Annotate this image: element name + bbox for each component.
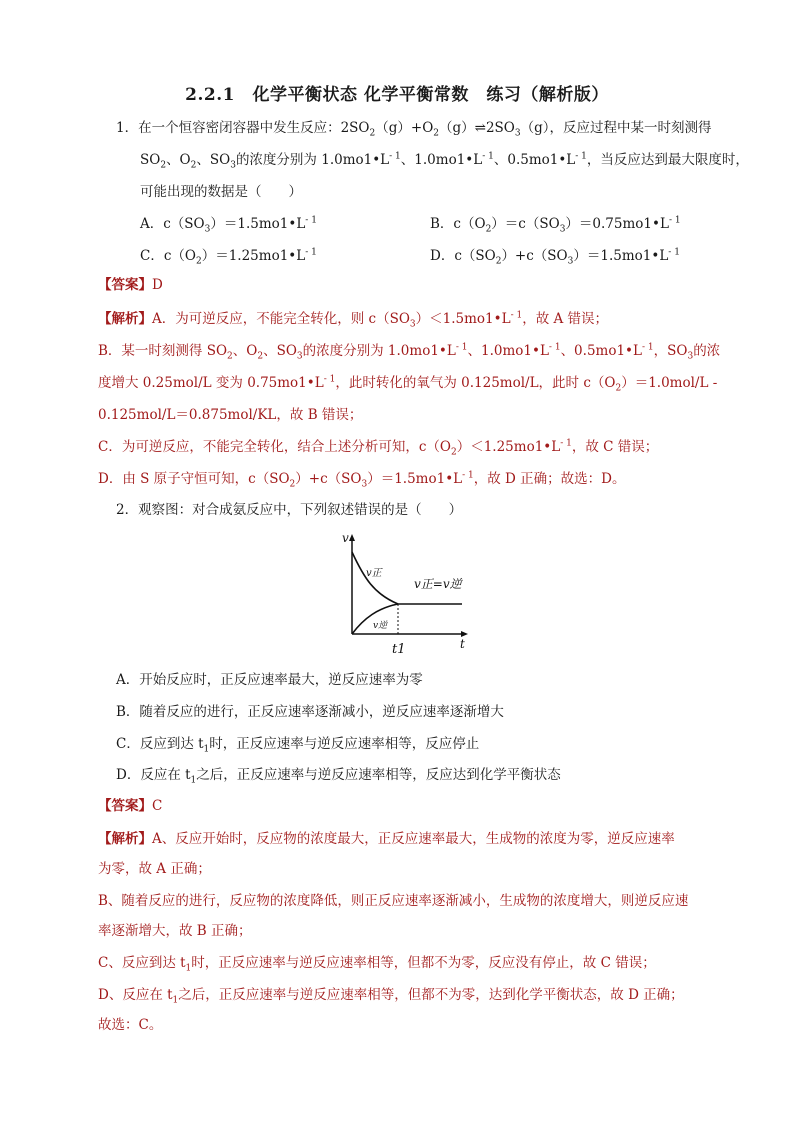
q1-stem-line-2 — [140, 150, 749, 170]
text: D．由 S 原子守恒可知，c（SO — [98, 471, 290, 487]
q2-stem: 2．观察图：对合成氨反应中，下列叙述错误的是（ ） — [116, 502, 463, 518]
text: ）＜1.5mo1•L — [415, 311, 511, 327]
subscript: 2 — [433, 128, 439, 139]
q2-option-c — [116, 734, 479, 754]
q1-stem-line-1 — [116, 118, 712, 138]
q2-option-d — [116, 765, 561, 785]
reverse-rate-label: v逆 — [373, 621, 388, 631]
text: 、O — [166, 152, 191, 168]
subscript: 3 — [409, 319, 416, 330]
q2-analysis-line-3: B、随着反应的进行，反应物的浓度降低，则正反应速率逐渐减小，生成物的浓度增大，则逆反应速 — [98, 893, 689, 909]
text: 、1.0mo1•L — [467, 343, 549, 359]
subscript: 3 — [204, 224, 211, 235]
q1-option-d — [430, 246, 680, 266]
text: A、反应开始时，反应物的浓度最大，正反应速率最大，生成物的浓度为零，逆反应速率 — [152, 831, 675, 847]
answer-value: D — [152, 277, 163, 293]
q1-option-a — [140, 214, 317, 234]
text: 之后，正反应速率与逆反应速率相等，但都不为零，达到化学平衡状态，故 D 正确； — [178, 987, 684, 1003]
text: ）+c（SO — [501, 248, 568, 264]
text: A．c（SO — [140, 216, 205, 232]
text: ）＝1.5mo1•L — [573, 248, 669, 264]
text: 、SO — [263, 343, 297, 359]
text: ）＝1.5mo1•L — [210, 216, 306, 232]
q1-analysis-line-4: 0.125mol/L＝0.875mol/KL，故 B 错误； — [98, 407, 363, 423]
subscript: 3 — [559, 224, 566, 235]
superscript: - 1 — [323, 374, 336, 385]
superscript: - 1 — [482, 151, 494, 162]
text: ，故 C 错误； — [571, 439, 659, 455]
subscript: 3 — [296, 351, 303, 362]
subscript: 1 — [172, 995, 179, 1006]
text: ，当反应达到最大限度时， — [586, 152, 749, 168]
text: ）＝1.0mol/L - — [621, 375, 718, 391]
subscript: 1 — [190, 775, 197, 786]
q2-answer — [98, 796, 162, 816]
subscript: 2 — [289, 479, 296, 490]
text: 、O — [232, 343, 258, 359]
subscript: 2 — [450, 447, 457, 458]
subscript: 2 — [190, 160, 197, 171]
subscript: 3 — [514, 128, 521, 139]
text: ）+c（SO — [295, 471, 362, 487]
subscript: 3 — [361, 479, 368, 490]
subscript: 2 — [195, 256, 202, 267]
text: B．某一时刻测得 SO — [98, 343, 228, 359]
q2-analysis-line-7: 故选：C。 — [98, 1017, 163, 1033]
q2-analysis-line-4: 率逐渐增大，故 B 正确； — [98, 923, 252, 939]
text: 度增大 0.25mol/L 变为 0.75mo1•L — [98, 375, 324, 391]
text: ，故 D 正确；故选：D。 — [473, 471, 626, 487]
analysis-tag: 【解析】 — [98, 311, 152, 327]
subscript: 3 — [230, 160, 236, 171]
subscript: 2 — [257, 351, 264, 362]
text: （g）⇌2SO — [439, 120, 515, 136]
equilibrium-label: v正=v逆 — [414, 577, 462, 591]
text: 、SO — [196, 152, 231, 168]
q1-option-b — [430, 214, 681, 234]
superscript: - 1 — [455, 342, 468, 353]
subscript: 2 — [615, 383, 622, 394]
text: ）＝0.75mo1•L — [565, 216, 669, 232]
answer-tag: 【答案】 — [98, 798, 152, 814]
q1-answer — [98, 275, 163, 295]
superscript: - 1 — [641, 342, 654, 353]
text: 时，正反应速率与逆反应速率相等，反应停止 — [209, 736, 480, 752]
text: 1．在一个恒容密闭容器中发生反应：2SO — [116, 120, 370, 136]
text: D．c（SO — [430, 248, 496, 264]
subscript: 2 — [160, 160, 167, 171]
subscript: 1 — [203, 744, 210, 755]
q1-option-c — [140, 246, 317, 266]
text: ，故 A 错误； — [522, 311, 609, 327]
rate-time-graph — [338, 530, 474, 654]
subscript: 1 — [185, 963, 192, 974]
text: D、反应在 t — [98, 987, 173, 1003]
text: （g）+O — [375, 120, 434, 136]
text: C．反应到达 t — [116, 736, 204, 752]
superscript: - 1 — [548, 342, 561, 353]
text: ）＝1.5mo1•L — [367, 471, 463, 487]
text: C、反应到达 t — [98, 955, 186, 971]
q2-analysis-line-5 — [98, 953, 656, 973]
text: 的浓度分别为 1.0mo1•L — [302, 343, 456, 359]
q2-option-a: A．开始反应时，正反应速率最大，逆反应速率为零 — [116, 672, 423, 688]
superscript: - 1 — [462, 470, 474, 481]
v-axis-arrow — [349, 534, 355, 541]
subscript: 3 — [687, 351, 694, 362]
text: ）＝1.25mo1•L — [201, 248, 306, 264]
subscript: 2 — [369, 128, 376, 139]
q1-analysis-line-6 — [98, 469, 626, 489]
text: 、0.5mo1•L — [493, 152, 576, 168]
text: D．反应在 t — [116, 767, 191, 783]
text: ，此时转化的氧气为 0.125mol/L，此时 c（O — [335, 375, 616, 391]
v-axis-label: v — [342, 531, 349, 545]
rate-time-figure — [338, 530, 474, 654]
t1-label: t1 — [392, 642, 406, 654]
analysis-tag: 【解析】 — [98, 831, 152, 847]
t-axis-label: t — [460, 637, 465, 651]
text: B．c（O — [430, 216, 486, 232]
text: ）＝c（SO — [491, 216, 560, 232]
text: C．c（O — [140, 248, 196, 264]
superscript: - 1 — [305, 247, 317, 258]
superscript: - 1 — [510, 310, 523, 321]
q1-analysis-line-1 — [98, 309, 608, 329]
forward-rate-label: v正 — [366, 568, 382, 579]
q2-analysis-line-1 — [98, 829, 675, 849]
q1-analysis-line-3 — [98, 373, 717, 393]
superscript: - 1 — [668, 215, 681, 226]
page-title: 2.2.1 化学平衡状态 化学平衡常数 练习（解析版） — [185, 85, 609, 105]
text: SO — [140, 152, 161, 168]
q1-analysis-line-5 — [98, 437, 658, 457]
subscript: 3 — [567, 256, 574, 267]
subscript: 2 — [495, 256, 502, 267]
q2-analysis-line-2: 为零，故 A 正确； — [98, 861, 211, 877]
subscript: 2 — [485, 224, 492, 235]
superscript: - 1 — [389, 151, 401, 162]
text: 的浓 — [693, 343, 721, 359]
text: 、0.5mo1•L — [560, 343, 642, 359]
text: 之后，正反应速率与逆反应速率相等，反应达到化学平衡状态 — [196, 767, 561, 783]
answer-value: C — [152, 798, 163, 814]
text: ，SO — [653, 343, 688, 359]
superscript: - 1 — [305, 215, 317, 226]
text: 的浓度分别为 1.0mo1•L — [235, 152, 390, 168]
text: ）＜1.25mo1•L — [456, 439, 561, 455]
q1-analysis-line-2 — [98, 341, 720, 361]
text: A．为可逆反应，不能完全转化，则 c（SO — [152, 311, 410, 327]
text: （g），反应过程中某一时刻测得 — [520, 120, 712, 136]
superscript: - 1 — [575, 151, 587, 162]
superscript: - 1 — [668, 247, 680, 258]
answer-tag: 【答案】 — [98, 277, 152, 293]
text: 时，正反应速率与逆反应速率相等，但都不为零，反应没有停止，故 C 错误； — [191, 955, 656, 971]
q2-option-b: B．随着反应的进行，正反应速率逐渐减小，逆反应速率逐渐增大 — [116, 704, 504, 720]
q1-stem-line-3: 可能出现的数据是（ ） — [140, 184, 302, 200]
superscript: - 1 — [560, 438, 572, 449]
subscript: 2 — [227, 351, 233, 362]
text: C．为可逆反应，不能完全转化，结合上述分析可知，c（O — [98, 439, 451, 455]
q2-analysis-line-6 — [98, 985, 684, 1005]
text: 、1.0mo1•L — [400, 152, 483, 168]
